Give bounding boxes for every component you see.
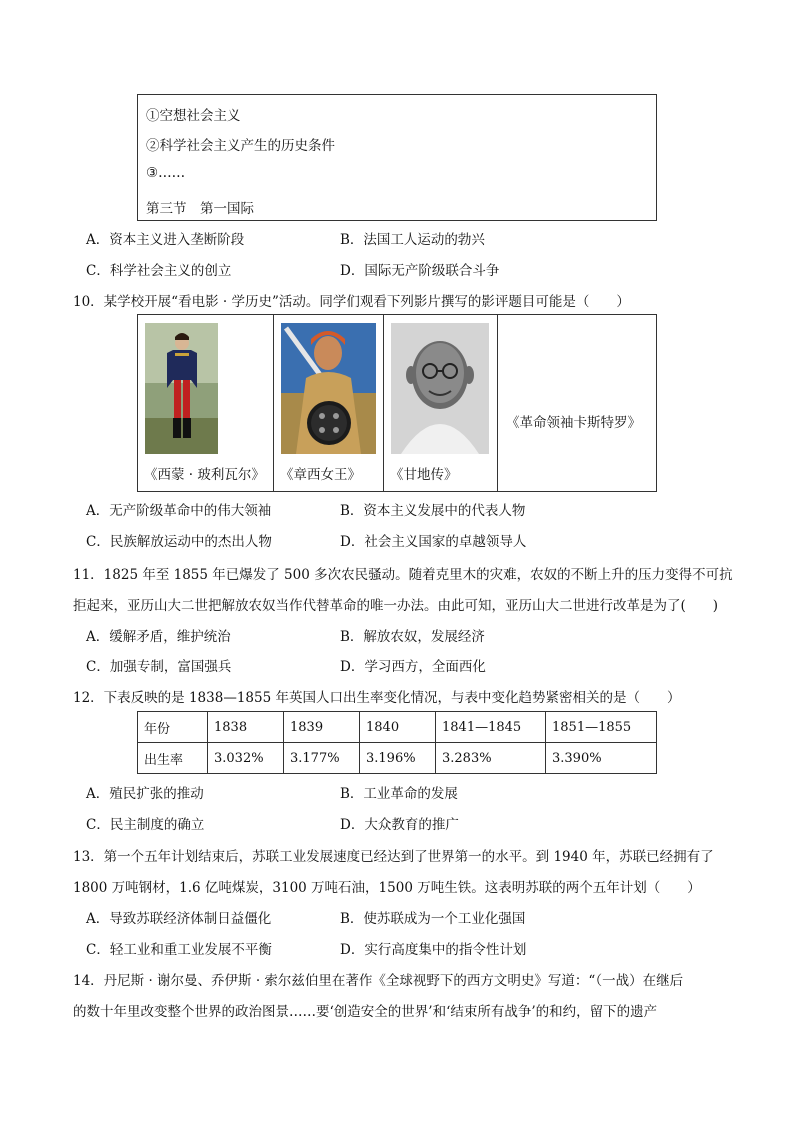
q12-option-b[interactable]: B．工业革命的发展 — [340, 786, 458, 802]
table-cell: 1838 — [208, 712, 284, 743]
film-title-gandhi: 《甘地传》 — [390, 467, 458, 483]
q11-option-c[interactable]: C．加强专制，富国强兵 — [86, 659, 232, 675]
q9-option-a[interactable]: A．资本主义进入垄断阶段 — [86, 232, 245, 248]
film-title-bolivar: 《西蒙 · 玻利瓦尔》 — [144, 467, 265, 483]
outline-box — [137, 94, 657, 221]
q14-stem-line-1: 14．丹尼斯 · 谢尔曼、乔伊斯 · 索尔兹伯里在著作《全球视野下的西方文明史》写道：“（一战）在继后 — [73, 973, 684, 989]
table-cell: 1851—1855 — [546, 712, 657, 743]
table-cell: 3.283% — [436, 743, 546, 774]
film-cell-1 — [138, 315, 274, 491]
q10-option-d[interactable]: D．社会主义国家的卓越领导人 — [340, 534, 527, 550]
table-cell: 3.032% — [208, 743, 284, 774]
q10-option-c[interactable]: C．民族解放运动中的杰出人物 — [86, 534, 272, 550]
q9-option-d[interactable]: D．国际无产阶级联合斗争 — [340, 263, 500, 279]
table-row — [138, 712, 657, 743]
film-cell-2 — [274, 315, 384, 491]
birth-rate-table — [137, 711, 657, 774]
table-cell: 3.177% — [284, 743, 360, 774]
q12-stem: 12．下表反映的是 1838—1855 年英国人口出生率变化情况，与表中变化趋势紧密相关的是（ ） — [73, 690, 681, 706]
bolivar-portrait — [145, 323, 218, 454]
film-table — [137, 314, 657, 492]
q11-option-b[interactable]: B．解放农奴，发展经济 — [340, 629, 485, 645]
q11-option-d[interactable]: D．学习西方，全面西化 — [340, 659, 486, 675]
q13-option-b[interactable]: B．使苏联成为一个工业化强国 — [340, 911, 526, 927]
outline-line-4: 第三节 第一国际 — [146, 201, 254, 217]
q14-stem-line-2: 的数十年里改变整个世界的政治图景……要‘创造安全的世界’和‘结束所有战争’的和约，留下的遗产 — [73, 1004, 658, 1020]
table-cell: 1839 — [284, 712, 360, 743]
q9-option-c[interactable]: C．科学社会主义的创立 — [86, 263, 232, 279]
film-title-rani: 《章西女王》 — [280, 467, 361, 483]
q13-stem-line-1: 13．第一个五年计划结束后，苏联工业发展速度已经达到了世界第一的水平。到 1940 年，苏联已经拥有了 — [73, 849, 714, 865]
q12-option-a[interactable]: A．殖民扩张的推动 — [86, 786, 204, 802]
q13-option-a[interactable]: A．导致苏联经济体制日益僵化 — [86, 911, 272, 927]
q13-option-d[interactable]: D．实行高度集中的指令性计划 — [340, 942, 527, 958]
q11-stem-line-2: 拒起来，亚历山大二世把解放农奴当作代替革命的唯一办法。由此可知，亚历山大二世进行改革是为了( ) — [73, 598, 719, 614]
table-cell: 3.390% — [546, 743, 657, 774]
film-cell-3 — [384, 315, 498, 491]
rani-portrait — [281, 323, 376, 454]
q9-option-b[interactable]: B．法国工人运动的勃兴 — [340, 232, 485, 248]
table-cell: 年份 — [138, 712, 208, 743]
table-cell: 3.196% — [360, 743, 436, 774]
q10-option-b[interactable]: B．资本主义发展中的代表人物 — [340, 503, 526, 519]
table-cell: 1841—1845 — [436, 712, 546, 743]
film-title-castro: 《革命领袖卡斯特罗》 — [506, 415, 641, 431]
table-cell: 出生率 — [138, 743, 208, 774]
q11-option-a[interactable]: A．缓解矛盾，维护统治 — [86, 629, 231, 645]
q12-option-c[interactable]: C．民主制度的确立 — [86, 817, 205, 833]
q10-stem: 10．某学校开展“看电影 · 学历史”活动。同学们观看下列影片撰写的影评题目可能是（ ） — [73, 294, 630, 310]
outline-line-2: ②科学社会主义产生的历史条件 — [146, 138, 335, 154]
q13-stem-line-2: 1800 万吨钢材，1.6 亿吨煤炭，3100 万吨石油，1500 万吨生铁。这表明苏联的两个五年计划（ ） — [73, 880, 701, 896]
film-cell-4 — [498, 315, 656, 491]
q12-option-d[interactable]: D．大众教育的推广 — [340, 817, 459, 833]
outline-line-3: ③…… — [146, 165, 186, 181]
outline-line-1: ①空想社会主义 — [146, 108, 241, 124]
q11-stem-line-1: 11．1825 年至 1855 年已爆发了 500 多次农民骚动。随着克里木的灾难，农奴的不断上升的压力变得不可抗 — [73, 567, 733, 583]
table-cell: 1840 — [360, 712, 436, 743]
gandhi-portrait — [391, 323, 489, 454]
q10-option-a[interactable]: A．无产阶级革命中的伟大领袖 — [86, 503, 272, 519]
q13-option-c[interactable]: C．轻工业和重工业发展不平衡 — [86, 942, 272, 958]
table-row — [138, 743, 657, 774]
